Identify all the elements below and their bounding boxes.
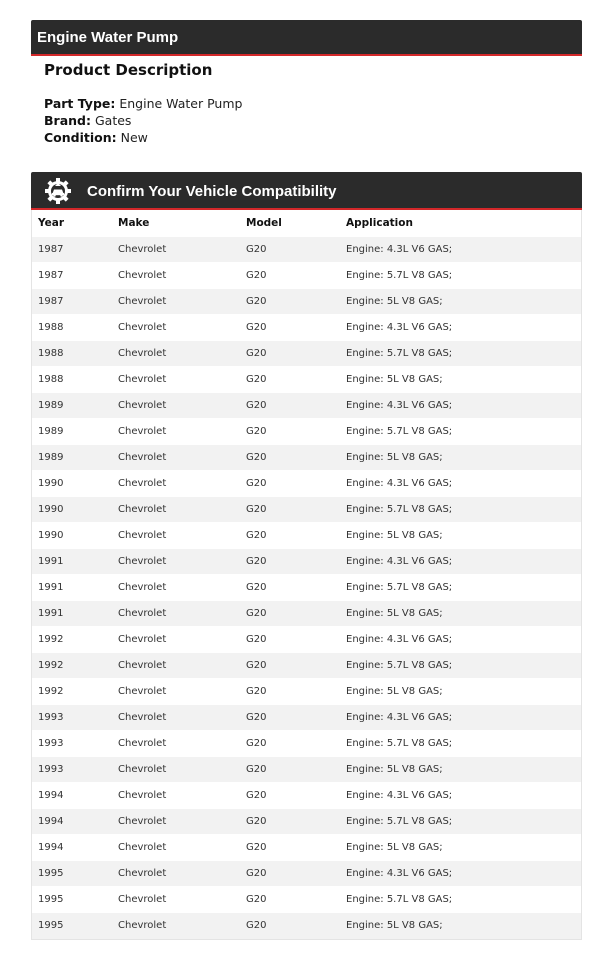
make-cell: Chevrolet [112,757,240,783]
model-cell: G20 [240,809,340,835]
model-cell: G20 [240,315,340,341]
make-cell: Chevrolet [112,237,240,263]
year-cell: 1988 [32,367,112,393]
make-cell: Chevrolet [112,393,240,419]
spec-value: Gates [94,113,132,128]
year-cell: 1993 [32,757,112,783]
compatibility-title: Confirm Your Vehicle Compatibility [87,183,337,200]
year-cell: 1990 [32,471,112,497]
application-cell: Engine: 4.3L V6 GAS; [340,861,581,887]
table-row [32,549,581,575]
model-cell: G20 [240,757,340,783]
year-cell: 1987 [32,237,112,263]
application-cell: Engine: 5L V8 GAS; [340,835,581,861]
table-row [32,913,581,939]
model-cell: G20 [240,263,340,289]
year-cell: 1990 [32,523,112,549]
application-cell: Engine: 4.3L V6 GAS; [340,315,581,341]
year-cell: 1988 [32,341,112,367]
model-cell: G20 [240,523,340,549]
application-cell: Engine: 5L V8 GAS; [340,523,581,549]
table-row [32,887,581,913]
application-cell: Engine: 4.3L V6 GAS; [340,237,581,263]
application-cell: Engine: 4.3L V6 GAS; [340,783,581,809]
model-cell: G20 [240,861,340,887]
table-row [32,237,581,263]
application-cell: Engine: 5L V8 GAS; [340,913,581,939]
make-cell: Chevrolet [112,653,240,679]
application-cell: Engine: 5L V8 GAS; [340,679,581,705]
table-header-row [32,210,581,237]
model-cell: G20 [240,601,340,627]
model-cell: G20 [240,393,340,419]
spec-value: New [120,130,148,145]
application-cell: Engine: 5L V8 GAS; [340,445,581,471]
page-title: Engine Water Pump [37,29,179,46]
make-cell: Chevrolet [112,263,240,289]
make-cell: Chevrolet [112,913,240,939]
year-cell: 1992 [32,679,112,705]
table-row [32,601,581,627]
application-cell: Engine: 5.7L V8 GAS; [340,419,581,445]
table-row [32,497,581,523]
model-cell: G20 [240,627,340,653]
table-row [32,809,581,835]
year-cell: 1992 [32,627,112,653]
make-cell: Chevrolet [112,601,240,627]
year-cell: 1989 [32,445,112,471]
application-cell: Engine: 4.3L V6 GAS; [340,471,581,497]
gear-car-icon [44,177,72,205]
table-row [32,419,581,445]
make-cell: Chevrolet [112,289,240,315]
application-cell: Engine: 4.3L V6 GAS; [340,393,581,419]
model-cell: G20 [240,887,340,913]
table-row [32,731,581,757]
column-header-year: Year [32,210,112,237]
year-cell: 1992 [32,653,112,679]
model-cell: G20 [240,367,340,393]
table-row [32,783,581,809]
application-cell: Engine: 4.3L V6 GAS; [340,627,581,653]
model-cell: G20 [240,237,340,263]
table-row [32,835,581,861]
spec-label: Part Type: [44,96,116,111]
year-cell: 1993 [32,705,112,731]
table-row [32,705,581,731]
table-row [32,523,581,549]
application-cell: Engine: 5L V8 GAS; [340,601,581,627]
model-cell: G20 [240,731,340,757]
model-cell: G20 [240,835,340,861]
model-cell: G20 [240,471,340,497]
table-row [32,445,581,471]
make-cell: Chevrolet [112,445,240,471]
model-cell: G20 [240,913,340,939]
model-cell: G20 [240,419,340,445]
year-cell: 1989 [32,419,112,445]
application-cell: Engine: 5L V8 GAS; [340,757,581,783]
table-row [32,341,581,367]
model-cell: G20 [240,575,340,601]
make-cell: Chevrolet [112,731,240,757]
make-cell: Chevrolet [112,809,240,835]
make-cell: Chevrolet [112,523,240,549]
application-cell: Engine: 5.7L V8 GAS; [340,809,581,835]
application-cell: Engine: 4.3L V6 GAS; [340,705,581,731]
table-row [32,679,581,705]
make-cell: Chevrolet [112,575,240,601]
table-row [32,627,581,653]
make-cell: Chevrolet [112,835,240,861]
application-cell: Engine: 5.7L V8 GAS; [340,341,581,367]
table-row [32,575,581,601]
make-cell: Chevrolet [112,419,240,445]
column-header-make: Make [112,210,240,237]
model-cell: G20 [240,705,340,731]
year-cell: 1991 [32,575,112,601]
year-cell: 1988 [32,315,112,341]
year-cell: 1994 [32,835,112,861]
make-cell: Chevrolet [112,887,240,913]
application-cell: Engine: 5L V8 GAS; [340,289,581,315]
make-cell: Chevrolet [112,471,240,497]
make-cell: Chevrolet [112,783,240,809]
year-cell: 1991 [32,549,112,575]
table-row [32,471,581,497]
application-cell: Engine: 5.7L V8 GAS; [340,575,581,601]
make-cell: Chevrolet [112,679,240,705]
table-row [32,289,581,315]
model-cell: G20 [240,289,340,315]
year-cell: 1987 [32,263,112,289]
spec-value: Engine Water Pump [119,96,243,111]
table-row [32,393,581,419]
make-cell: Chevrolet [112,861,240,887]
year-cell: 1990 [32,497,112,523]
column-header-application: Application [340,210,581,237]
make-cell: Chevrolet [112,367,240,393]
year-cell: 1989 [32,393,112,419]
year-cell: 1994 [32,783,112,809]
make-cell: Chevrolet [112,315,240,341]
table-row [32,367,581,393]
year-cell: 1995 [32,913,112,939]
spec-part-type [44,96,242,111]
make-cell: Chevrolet [112,497,240,523]
make-cell: Chevrolet [112,341,240,367]
spec-label: Brand: [44,113,91,128]
table-row [32,861,581,887]
table-body [32,237,581,939]
table-row [32,315,581,341]
application-cell: Engine: 5.7L V8 GAS; [340,497,581,523]
application-cell: Engine: 5.7L V8 GAS; [340,887,581,913]
model-cell: G20 [240,653,340,679]
table-row [32,757,581,783]
model-cell: G20 [240,497,340,523]
year-cell: 1995 [32,887,112,913]
table-row [32,653,581,679]
compatibility-table [31,210,582,940]
column-header-model: Model [240,210,340,237]
model-cell: G20 [240,783,340,809]
spec-condition [44,130,148,145]
product-description-heading: Product Description [44,61,213,79]
application-cell: Engine: 5.7L V8 GAS; [340,731,581,757]
year-cell: 1993 [32,731,112,757]
application-cell: Engine: 5.7L V8 GAS; [340,263,581,289]
year-cell: 1995 [32,861,112,887]
model-cell: G20 [240,679,340,705]
make-cell: Chevrolet [112,549,240,575]
spec-label: Condition: [44,130,117,145]
model-cell: G20 [240,445,340,471]
make-cell: Chevrolet [112,627,240,653]
model-cell: G20 [240,341,340,367]
compatibility-header [31,172,582,210]
spec-brand [44,113,131,128]
table-row [32,263,581,289]
model-cell: G20 [240,549,340,575]
application-cell: Engine: 5.7L V8 GAS; [340,653,581,679]
application-cell: Engine: 5L V8 GAS; [340,367,581,393]
application-cell: Engine: 4.3L V6 GAS; [340,549,581,575]
year-cell: 1991 [32,601,112,627]
year-cell: 1987 [32,289,112,315]
title-bar [31,20,582,56]
year-cell: 1994 [32,809,112,835]
make-cell: Chevrolet [112,705,240,731]
